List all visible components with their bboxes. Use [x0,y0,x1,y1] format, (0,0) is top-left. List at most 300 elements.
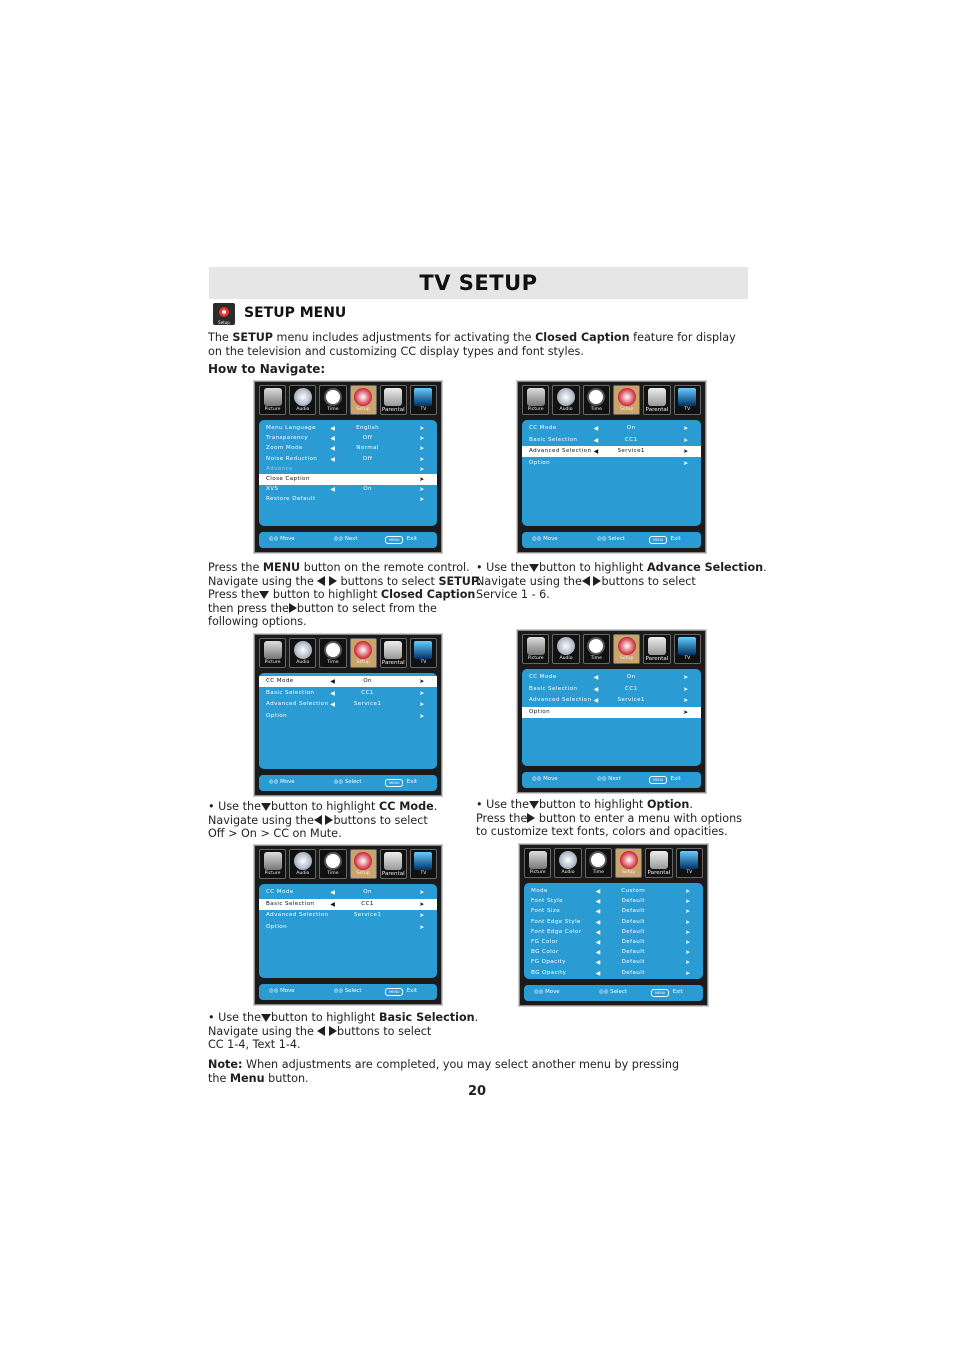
caption-line [208,1011,478,1025]
audio-icon [557,388,575,406]
tab-setup [350,385,377,415]
left-arrow-icon: ◀ [595,918,601,926]
menu-row-label: BG Opacity [531,969,567,976]
tv-icon [414,388,432,406]
caption-step-1 [208,561,481,629]
menu-row [522,695,701,706]
text-run: Service 1 - 6. [476,588,550,602]
tab-label: Audio [561,870,575,875]
tab-audio [289,849,316,879]
menu-panel [524,883,703,979]
audio-icon [294,852,312,870]
left-arrow-icon [317,1026,325,1036]
menu-row-label: CC Mode [529,425,557,431]
menu-tabs [259,638,437,668]
menu-row-label: CC Mode [266,889,294,895]
down-arrow-icon [261,1014,271,1022]
left-arrow-icon: ◀ [593,425,599,432]
menu-row [522,446,701,457]
menu-panel [259,673,437,769]
right-arrow-icon: ➤ [419,445,425,453]
tab-tv [674,634,701,664]
tab-picture [524,848,551,878]
text-run: button on the remote control. [300,561,470,574]
right-arrow-icon: ➤ [685,908,691,916]
menu-row-label: Mode [531,888,548,894]
tab-label: Time [590,407,602,412]
text-run: the [208,1071,230,1085]
text-run: buttons to select [337,1024,432,1038]
menu-row-label: Basic Selection [266,900,315,907]
audio-icon [559,851,577,869]
caption-line [208,1025,478,1039]
left-arrow-icon: ◀ [330,445,336,453]
tab-tv [676,848,703,878]
left-arrow-icon: ◀ [330,689,336,697]
left-arrow-icon: ◀ [595,928,601,936]
right-arrow-icon: ➤ [419,912,425,919]
left-arrow-icon: ◀ [330,425,336,432]
tv-icon [678,637,696,655]
tab-label: Time [592,870,604,875]
menu-bottom-bar [524,985,703,1001]
caption-line [476,798,742,812]
text-run: Press the [208,588,260,602]
menu-tabs [522,634,701,664]
tab-time [583,385,610,415]
tab-picture [259,849,286,879]
right-arrow-icon: ➤ [683,685,689,693]
menu-key-icon: MENU [649,776,667,784]
left-arrow-icon: ◀ [593,448,599,455]
audio-icon [294,388,312,406]
menu-row-value: Default [621,949,645,956]
menu-row [259,887,437,898]
menu-row-value: Service1 [353,701,382,707]
left-arrow-icon: ◀ [595,898,601,906]
text-run: • Use the [208,1011,261,1024]
menu-row-label: Advanced Selection [266,701,329,707]
select-hint: ◎◎ Select [333,779,362,785]
menu-bottom-bar [259,984,437,1000]
exit-hint: Exit [670,536,681,542]
tab-label: Parental [647,870,671,876]
picture-icon [264,641,282,659]
tab-setup [615,848,642,878]
tab-tv [410,638,437,668]
tv-menu-option-screen [517,630,706,793]
tab-parental [380,638,407,668]
menu-tabs [524,848,703,878]
right-arrow-icon: ➤ [419,689,425,697]
menu-row-label: Noise Reduction [266,455,318,462]
text-run: • Use the [476,798,529,811]
tab-time [319,638,346,668]
text-run: Navigate using the [208,1024,318,1038]
text-run: button to highlight [270,800,379,813]
bold-text: CC Mode [378,800,434,813]
select-hint: ◎◎ Next [333,536,358,542]
menu-key-icon: MENU [385,536,403,544]
tab-picture [259,385,286,415]
left-arrow-icon: ◀ [593,685,599,693]
right-arrow-icon: ➤ [419,889,425,896]
tab-label: Setup [621,870,636,875]
menu-row [259,494,437,505]
menu-row-value: Default [621,908,645,915]
clock-icon [587,637,605,655]
menu-row-value: Off [362,435,373,442]
bold-text: Closed Caption [380,588,476,602]
how-to-navigate-heading: How to Navigate: [208,362,326,376]
tab-label: Picture [529,870,546,875]
tab-label: Time [327,871,339,876]
text-run: buttons to select [337,574,439,588]
select-hint: ◎◎ Select [333,988,362,994]
left-arrow-icon: ◀ [593,674,599,681]
tab-audio [554,848,581,878]
caption-step-cc-mode [208,800,437,841]
tab-parental [380,849,407,879]
menu-row-value: Default [621,969,645,976]
parental-lock-icon [384,641,402,659]
right-arrow-icon: ➤ [419,678,425,685]
tv-menu-font-options-screen [519,844,708,1006]
left-arrow-icon: ◀ [330,486,336,494]
menu-row-value: English [356,425,380,431]
setup-gear-icon [620,851,638,869]
menu-row-label: Advance [266,465,293,472]
left-arrow-icon: ◀ [330,889,336,896]
text-run: to customize text fonts, colors and opacities. [476,825,728,839]
tab-label: Parental [645,407,669,413]
right-arrow-icon: ➤ [419,476,425,483]
tv-menu-cc-mode-screen [254,634,442,796]
move-hint: ◎◎ Move [532,776,558,782]
text-run: buttons to select [333,813,428,827]
tab-setup [350,849,377,879]
left-arrow-icon: ◀ [595,949,601,957]
tab-label: Audio [296,407,310,412]
menu-row-value: On [363,678,372,684]
text-run: Navigate using the [476,574,582,588]
right-arrow-icon: ➤ [683,697,689,704]
right-arrow-icon [289,603,297,613]
left-arrow-icon: ◀ [595,908,601,916]
menu-row [522,684,701,695]
caption-line [208,1058,679,1072]
text-run: Navigate using the [208,813,314,827]
tab-label: Time [590,656,602,661]
right-arrow-icon: ➤ [683,425,689,432]
text-run: button to select from the [296,601,437,615]
tab-label: TV [686,870,693,875]
right-arrow-icon: ➤ [685,959,691,967]
caption-line [208,800,437,814]
menu-row [522,672,701,683]
right-arrow-icon: ➤ [683,436,689,444]
menu-row-label: Advanced Selection [529,448,592,454]
setup-gear-icon [618,388,636,406]
tab-label: Audio [559,407,573,412]
text-run: button to highlight [538,561,647,574]
tab-label: Setup [356,660,370,665]
tab-label: Setup [619,656,634,661]
menu-row-value: Default [621,959,645,966]
menu-row-value: Custom [621,888,646,894]
text-run: • Use the [208,800,261,813]
text-run: . [689,798,693,811]
note-text [208,1058,679,1085]
move-hint: ◎◎ Move [269,536,295,542]
menu-row-value: Default [621,918,645,925]
tab-label: Parental [381,660,405,666]
right-arrow-icon: ➤ [419,496,425,504]
menu-bottom-bar [259,532,437,548]
menu-row-label: Option [266,923,288,930]
menu-row-label: FG Color [531,939,559,945]
caption-line [208,814,437,828]
menu-row-value: Service1 [617,697,645,703]
clock-icon [324,641,342,659]
tv-menu-setup-screen [254,381,442,553]
clock-icon [589,851,607,869]
tab-setup [613,634,640,664]
menu-row [259,699,437,710]
tab-label: TV [420,407,427,412]
text-run: . [763,561,767,574]
tab-label: Parental [645,656,669,662]
tab-setup [613,385,640,415]
text-run: The [208,331,233,344]
tab-audio [289,385,316,415]
audio-icon [294,641,312,659]
bold-text: Menu [229,1071,265,1085]
bold-text: Basic Selection [378,1011,475,1024]
right-arrow-icon: ➤ [683,459,689,467]
section-title: SETUP MENU [244,305,347,321]
menu-row-value: Normal [356,445,379,452]
menu-row-label: Option [529,459,551,466]
text-run: CC 1-4, Text 1-4. [208,1038,301,1052]
text-run: then press the [208,601,289,615]
caption-line [208,561,481,575]
right-arrow-icon: ➤ [685,949,691,957]
right-arrow-icon: ➤ [683,448,689,455]
setup-gear-icon [354,388,372,406]
parental-lock-icon [384,388,402,406]
menu-row-value: Service1 [617,448,645,454]
menu-row-value: Service1 [353,912,382,918]
tv-icon [680,851,698,869]
menu-row-label: Font Style [531,898,564,905]
right-arrow-icon: ➤ [419,425,425,432]
page-title-bar [209,267,748,299]
menu-row [522,707,701,718]
tab-time [319,385,346,415]
caption-line [476,812,742,826]
text-run: button to highlight [538,798,647,811]
tab-label: Setup [356,871,370,876]
menu-row-value: On [363,889,372,895]
text-run: following options. [208,615,307,629]
tab-label: Parental [381,407,405,413]
down-arrow-icon [261,803,271,811]
right-arrow-icon: ➤ [685,939,691,946]
bold-text: Closed Caption [535,331,630,344]
text-run: . [474,1011,479,1024]
menu-row [259,711,437,722]
menu-row-label: Font Edge Style [531,918,581,925]
caption-line [208,615,481,629]
menu-bottom-bar [522,772,701,788]
tab-parental [380,385,407,415]
menu-row [259,899,437,910]
select-hint: ◎◎ Select [597,536,625,542]
right-arrow-icon: ➤ [419,465,425,473]
menu-row-value: Off [362,455,373,462]
bold-text: SETUP [232,331,273,344]
menu-row-value: On [626,425,636,431]
text-run: • Use the [476,561,529,574]
left-arrow-icon: ◀ [595,939,601,946]
menu-row-label: Restore Default [266,496,316,503]
menu-row [522,423,701,434]
menu-key-icon: MENU [651,989,669,997]
picture-icon [529,851,547,869]
menu-row [259,688,437,699]
tab-label: TV [420,660,427,665]
text-run: button. [264,1071,309,1085]
bold-text: Note: [208,1058,243,1071]
text-run: feature for display [629,331,736,344]
caption-step-option [476,798,742,839]
right-arrow-icon: ➤ [685,969,691,977]
text-run: Off > On > CC on Mute. [208,827,342,841]
right-arrow-icon: ➤ [685,898,691,906]
left-arrow-icon: ◀ [593,436,599,444]
tv-icon [678,388,696,406]
menu-row-label: Font Size [531,908,561,915]
menu-row-label: Font Edge Color [531,928,582,935]
menu-row-value: CC1 [624,685,638,692]
right-arrow-icon: ➤ [419,486,425,494]
tab-audio [289,638,316,668]
move-hint: ◎◎ Move [532,536,558,542]
caption-step-advanced [476,561,767,602]
caption-line [208,602,481,616]
parental-lock-icon [648,388,666,406]
tv-menu-advanced-selection-screen [517,381,706,553]
tab-time [583,634,610,664]
down-arrow-icon [259,591,269,599]
setup-gear-icon [354,641,372,659]
left-arrow-icon: ◀ [330,455,336,463]
left-arrow-icon: ◀ [595,969,601,977]
left-arrow-icon: ◀ [595,888,601,895]
tab-picture [522,385,549,415]
menu-row-label: Basic Selection [266,689,315,696]
menu-row-label: FG Opacity [531,959,566,966]
tab-label: Parental [381,871,405,877]
menu-row-label: XVS [266,486,279,493]
menu-key-icon: MENU [385,988,403,996]
text-run: Press the [476,811,528,825]
setup-gear-icon [354,852,372,870]
menu-row-label: Transparency [266,435,309,442]
tv-menu-basic-selection-screen [254,845,442,1005]
text-run: Press the [208,561,263,574]
menu-row-label: Basic Selection [529,436,578,443]
tab-audio [552,634,579,664]
menu-row [522,458,701,469]
down-arrow-icon [529,801,539,809]
exit-hint: Exit [406,988,417,994]
menu-row-label: BG Color [531,949,559,956]
right-arrow-icon [329,1026,337,1036]
page-title: TV SETUP [419,271,538,295]
menu-row [259,676,437,687]
parental-lock-icon [650,851,668,869]
tab-label: Picture [527,656,544,661]
tab-tv [410,385,437,415]
move-hint: ◎◎ Move [534,989,560,995]
parental-lock-icon [384,852,402,870]
menu-row-label: Zoom Mode [266,445,303,452]
menu-tabs [522,385,701,415]
page-number: 20 [467,1084,487,1099]
tab-label: Setup [356,407,370,412]
menu-row [259,910,437,921]
left-arrow-icon: ◀ [330,701,336,708]
menu-row-value: CC1 [624,436,638,443]
menu-row-label: Menu Language [266,425,316,431]
tab-parental [643,634,670,664]
text-run: button to highlight [269,588,381,602]
menu-row [524,968,703,979]
caption-line [208,1038,478,1052]
picture-icon [527,388,545,406]
tab-setup [350,638,377,668]
tab-time [319,849,346,879]
tab-label: TV [684,656,691,661]
picture-icon [527,637,545,655]
tab-label: Picture [527,407,544,412]
left-arrow-icon: ◀ [595,959,601,967]
menu-row [259,922,437,933]
left-arrow-icon [582,576,590,586]
text-run: buttons to select [601,574,696,588]
bold-text: SETUP. [438,574,482,588]
right-arrow-icon [329,576,337,586]
clock-icon [324,388,342,406]
exit-hint: Exit [406,536,417,542]
tab-label: TV [420,871,427,876]
tab-label: Picture [264,660,281,665]
right-arrow-icon: ➤ [419,712,425,720]
select-hint: ◎◎ Next [597,776,621,782]
setup-gear-icon [213,303,235,325]
tab-tv [410,849,437,879]
tab-time [585,848,612,878]
tab-label: Picture [264,407,281,412]
text-run: When adjustments are completed, you may select another menu by pressing [242,1058,680,1071]
exit-hint: Exit [406,779,417,785]
right-arrow-icon: ➤ [419,900,425,908]
menu-tabs [259,849,437,879]
caption-line [208,827,437,841]
picture-icon [264,388,282,406]
